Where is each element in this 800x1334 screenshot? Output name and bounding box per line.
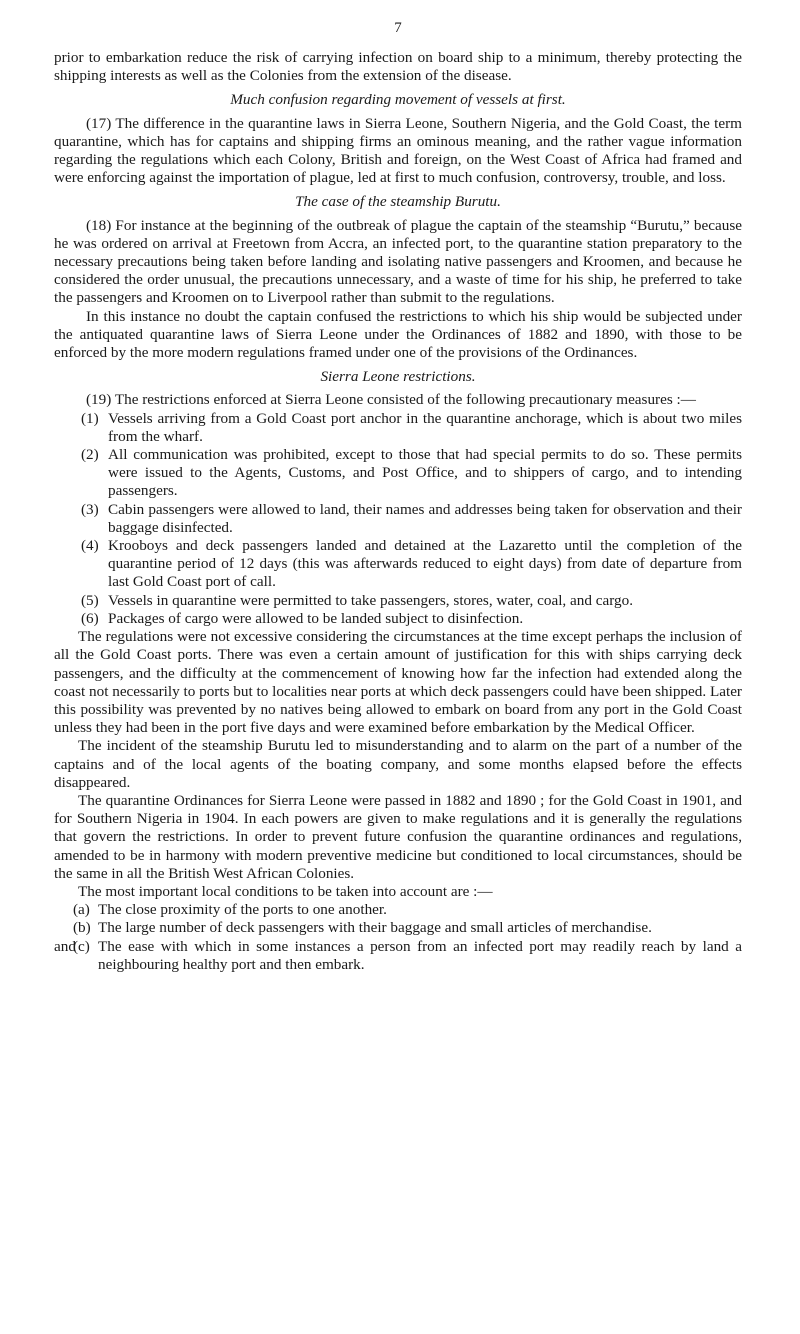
- page-number: 7: [394, 20, 402, 36]
- list-item: [54, 938, 742, 974]
- paragraph-18-continued: In this instance no doubt the captain confused the restrictions to which his ship would be subjected under the antiquated quarantine laws of Sierra Leone under the Ordinances of 1882 and 1890, with those to be enforced by the more modern regulations framed under one of the provisions of the Ordinances.: [54, 307, 742, 362]
- paragraph-local-conditions: The most important local conditions to be taken into account are :—: [78, 882, 493, 900]
- list-item-text: Vessels arriving from a Gold Coast port anchor in the quarantine anchorage, which is about two miles from the wharf.: [108, 409, 742, 445]
- list-item-number: (5): [81, 591, 99, 609]
- section-heading-confusion: Much confusion regarding movement of vessels at first.: [230, 91, 566, 109]
- section-heading-burutu: The case of the steamship Burutu.: [295, 193, 501, 211]
- list-item-text: The close proximity of the ports to one another.: [98, 901, 387, 919]
- list-item: [54, 901, 742, 919]
- list-item-text: All communication was prohibited, except to those that had special permits to do so. These permits were issued to the Agents, Customs, and Post Office, and to shippers of cargo, and to intending passengers.: [108, 446, 742, 500]
- paragraph-incident: The incident of the steamship Burutu led to misunderstanding and to alarm on the part of a number of the captains and of the local agents of the boating company, and some months elapsed before the effects disappeared.: [54, 737, 742, 791]
- list-item-number: (3): [81, 500, 99, 518]
- paragraph-ordinances: The quarantine Ordinances for Sierra Leone were passed in 1882 and 1890 ; for the Gold Coast in 1901, and for Southern Nigeria in 1904. In each powers are given to make regulations and it is generally the regulations that govern the restrictions. In order to prevent future confusion the quarantine ordinances and regulations, amended to be in harmony with modern preventive medicine but conditioned to local circumstances, should be the same in all the British West African Colonies.: [54, 791, 742, 882]
- paragraph-19: (19) The restrictions enforced at Sierra Leone consisted of the following precautionary measures :—: [86, 391, 696, 409]
- list-item-text: Vessels in quarantine were permitted to take passengers, stores, water, coal, and cargo.: [108, 591, 634, 609]
- list-item-number: (2): [81, 446, 99, 464]
- list-item: [54, 501, 742, 537]
- list-item: [54, 592, 742, 610]
- list-item: [54, 537, 742, 592]
- list-item-text: Cabin passengers were allowed to land, their names and addresses being taken for observation and their baggage disinfected.: [108, 500, 742, 536]
- list-item-conjunction: and: [54, 937, 76, 955]
- list-item-letter: (a): [73, 901, 90, 919]
- list-item-number: (1): [81, 409, 99, 427]
- list-item: [54, 919, 742, 937]
- list-item-number: (6): [81, 609, 99, 627]
- list-item-letter: (b): [73, 919, 91, 937]
- list-item: [54, 410, 742, 446]
- list-item-letter: (c): [73, 937, 90, 955]
- list-item-text: Krooboys and deck passengers landed and detained at the Lazaretto until the completion of the quarantine period of 12 days (this was afterwards reduced to eight days) from date of departure from last Gold Coast port of call.: [108, 537, 742, 591]
- list-item: [54, 610, 742, 628]
- paragraph-regulations: The regulations were not excessive considering the circumstances at the time except perhaps the inclusion of all the Gold Coast ports. There was even a certain amount of justification for this with ships carrying deck passengers, and the difficulty at the commencement of knowing how far the infection had extended along the coast not necessarily to ports but to localities near ports at which deck passengers could have been shipped. Later this possibility was prevented by no natives being allowed to embark on board from any port in the Gold Coast unless they had been in the port five days and were examined before embarkation by the Medical Officer.: [54, 628, 742, 737]
- paragraph-18: (18) For instance at the beginning of the outbreak of plague the captain of the steamship “Burutu,” because he was ordered on arrival at Freetown from Accra, an infected port, to the quarantine station preparatory to the necessary precautions being taken before landing and isolating native passengers and Kroomen, and because he considered the order unusual, the precautions unnecessary, and a waste of time for his ship, he preferred to take the passengers and Kroomen on to Liverpool rather than submit to the regulations.: [54, 216, 742, 307]
- list-item-number: (4): [81, 537, 99, 555]
- intro-paragraph: prior to embarkation reduce the risk of carrying infection on board ship to a minimum, thereby protecting the shipping interests as well as the Colonies from the extension of the disease.: [54, 49, 742, 85]
- paragraph-17: (17) The difference in the quarantine laws in Sierra Leone, Southern Nigeria, and the Gold Coast, the term quarantine, which has for captains and shipping firms an ominous meaning, and the rather vague information regarding the regulations which each Colony, British and foreign, on the West Coast of Africa had framed and were enforcing against the importation of plague, led at first to much confusion, controversy, trouble, and loss.: [54, 114, 742, 187]
- section-heading-sierra-leone: Sierra Leone restrictions.: [320, 368, 476, 386]
- list-item-text: The large number of deck passengers with their baggage and small articles of merchandise.: [98, 919, 652, 937]
- list-item-text: Packages of cargo were allowed to be landed subject to disinfection.: [108, 609, 524, 627]
- list-item: [54, 446, 742, 501]
- list-item-text: The ease with which in some instances a person from an infected port may readily reach by land a neighbouring healthy port and then embark.: [98, 937, 742, 973]
- measures-list: [54, 410, 742, 628]
- conditions-list: [54, 901, 742, 974]
